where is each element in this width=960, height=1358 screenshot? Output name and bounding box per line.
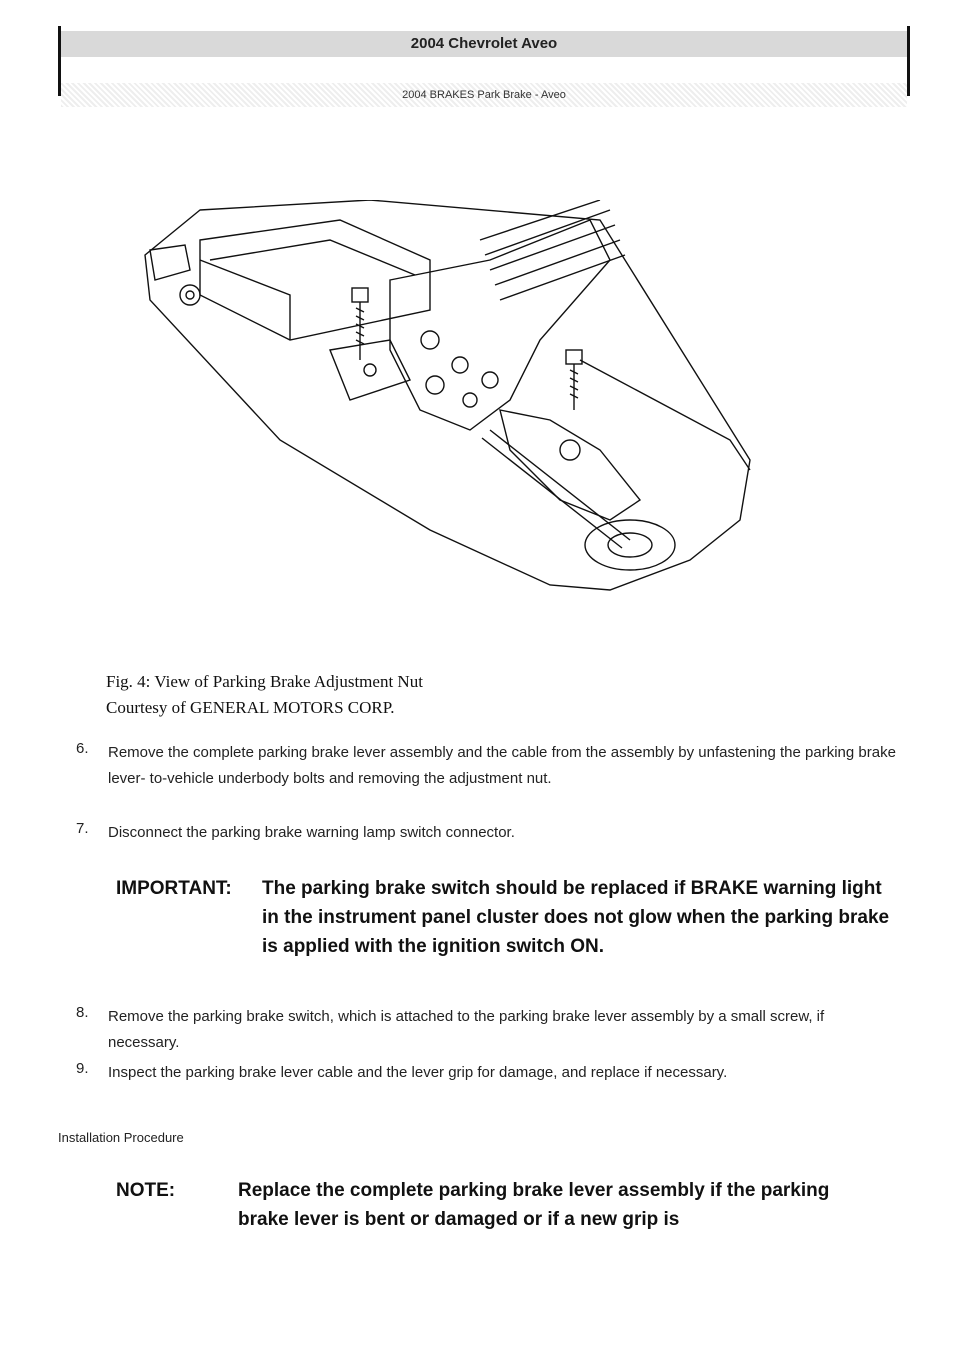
- document-title: 2004 Chevrolet Aveo: [61, 31, 907, 57]
- step-text: Remove the complete parking brake lever assembly and the cable from the assembly by unfastening the parking brake lever- to-vehicle underbody bolts and removing the adjustment nut.: [108, 744, 896, 787]
- step-text: Disconnect the parking brake warning lamp switch connector.: [108, 824, 515, 841]
- page-header: [58, 26, 910, 101]
- document-subtitle: 2004 BRAKES Park Brake - Aveo: [61, 83, 907, 107]
- parking-brake-illustration: [130, 200, 770, 600]
- step-number: 9.: [76, 1060, 89, 1077]
- step-number: 7.: [76, 820, 89, 837]
- note-text: Replace the complete parking brake lever assembly if the parking brake lever is bent or damaged or if a new grip is: [238, 1180, 830, 1230]
- step-text: Inspect the parking brake lever cable and the lever grip for damage, and replace if necessary.: [108, 1064, 728, 1081]
- important-text: The parking brake switch should be replaced if BRAKE warning light in the instrument panel cluster does not glow when the parking brake is applied with the ignition switch ON.: [262, 878, 890, 957]
- step-number: 6.: [76, 740, 89, 757]
- figure-caption: Fig. 4: View of Parking Brake Adjustment Nut: [106, 672, 423, 691]
- step-text: Remove the parking brake switch, which is attached to the parking brake lever assembly by a small screw, if necessary.: [108, 1008, 825, 1051]
- note-label: NOTE:: [116, 1180, 176, 1201]
- important-label: IMPORTANT:: [116, 878, 232, 899]
- figure-credit: Courtesy of GENERAL MOTORS CORP.: [106, 698, 395, 717]
- step-number: 8.: [76, 1004, 89, 1021]
- section-heading: Installation Procedure: [58, 1130, 184, 1145]
